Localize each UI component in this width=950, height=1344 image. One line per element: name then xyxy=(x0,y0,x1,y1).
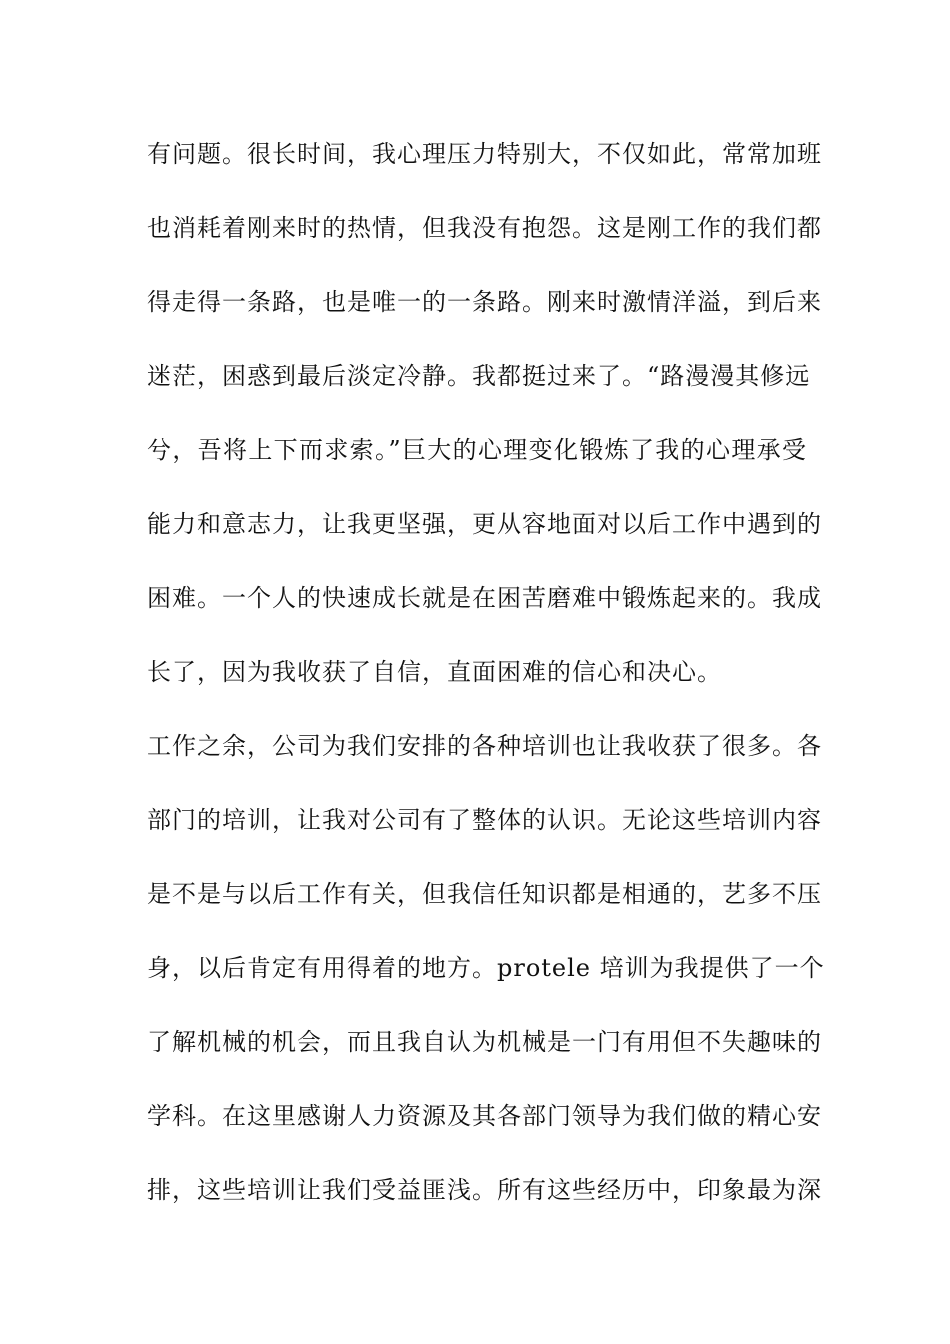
text-line: 兮，吾将上下而求索。”巨大的心理变化锻炼了我的心理承受 xyxy=(147,436,807,464)
text-line: 得走得一条路，也是唯一的一条路。刚来时激情洋溢，到后来 xyxy=(147,288,822,316)
text-line: 有问题。很长时间，我心理压力特别大，不仅如此，常常加班 xyxy=(147,140,822,168)
text-line: 迷茫，困惑到最后淡定冷静。我都挺过来了。“路漫漫其修远 xyxy=(147,362,811,390)
text-line: 了解机械的机会，而且我自认为机械是一门有用但不失趣味的 xyxy=(147,1028,822,1056)
body-text xyxy=(147,128,825,1238)
text-line: 也消耗着刚来时的热情，但我没有抱怨。这是刚工作的我们都 xyxy=(147,214,822,242)
text-line: 排，这些培训让我们受益匪浅。所有这些经历中，印象最为深 xyxy=(147,1176,822,1204)
text-line: 学科。在这里感谢人力资源及其各部门领导为我们做的精心安 xyxy=(147,1102,822,1130)
text-line: 部门的培训，让我对公司有了整体的认识。无论这些培训内容 xyxy=(147,806,822,834)
text-line: 长了，因为我收获了自信，直面困难的信心和决心。 xyxy=(147,658,722,686)
text-line: 身，以后肯定有用得着的地方。protele 培训为我提供了一个 xyxy=(147,954,825,982)
text-line: 困难。一个人的快速成长就是在困苦磨难中锻炼起来的。我成 xyxy=(147,584,822,612)
text-line: 工作之余，公司为我们安排的各种培训也让我收获了很多。各 xyxy=(147,732,822,760)
text-line: 是不是与以后工作有关，但我信任知识都是相通的，艺多不压 xyxy=(147,880,822,908)
text-line: 能力和意志力，让我更坚强，更从容地面对以后工作中遇到的 xyxy=(147,510,822,538)
